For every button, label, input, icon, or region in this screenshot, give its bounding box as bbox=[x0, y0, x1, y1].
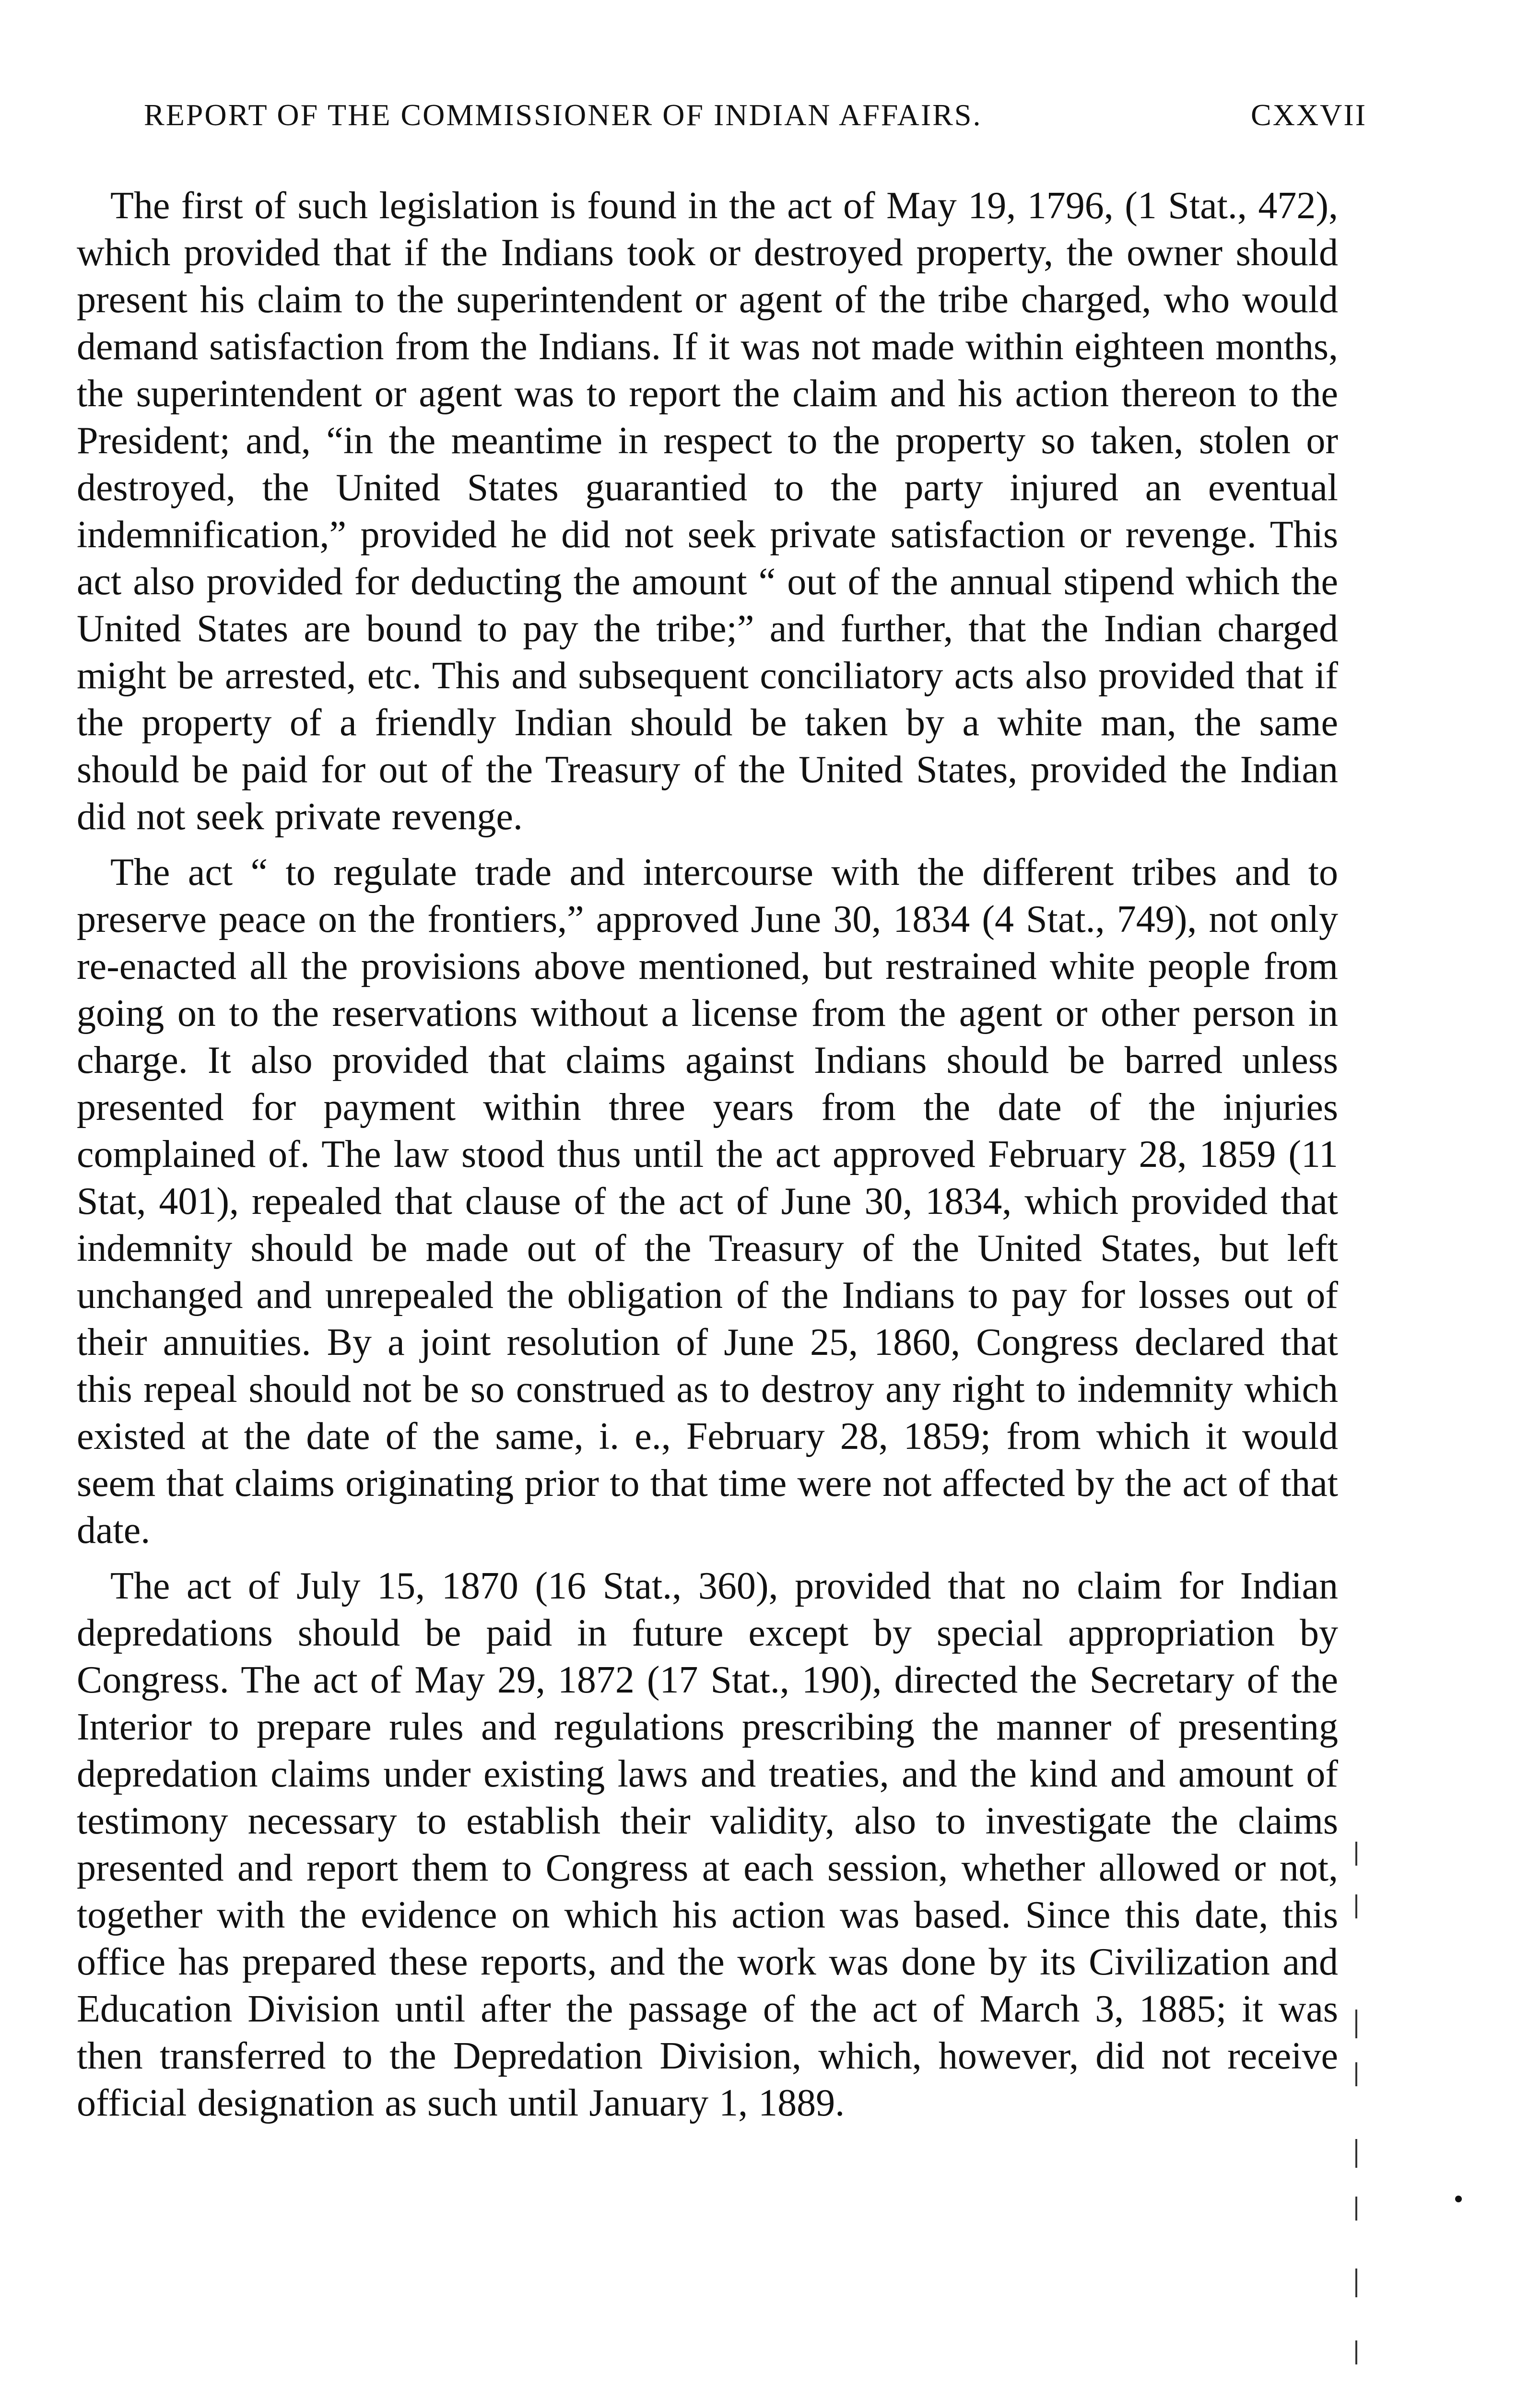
header-title: REPORT OF THE COMMISSIONER OF INDIAN AFFAIRS. bbox=[144, 98, 982, 132]
margin-mark-8 bbox=[1355, 2340, 1357, 2364]
margin-mark-7 bbox=[1355, 2269, 1357, 2297]
margin-mark-5 bbox=[1355, 2139, 1357, 2168]
body-text bbox=[77, 182, 1338, 2135]
paragraph-1: The first of such legislation is found in the act of May 19, 1796, (1 Stat., 472), which provided that if the Indians took or destroyed property, the owner should present his claim to the superintendent or agent of the tribe charged, who would demand satisfaction from the Indians. If it was not made within eighteen months, the superintendent or agent was to report the claim and his action thereon to the President; and, “in the meantime in respect to the property so taken, stolen or destroyed, the United States guarantied to the party injured an eventual indemnification,” provided he did not seek private satisfaction or revenge. This act also provided for deducting the amount “ out of the annual stipend which the United States are bound to pay the tribe;” and further, that the Indian charged might be arrested, etc. This and subsequent conciliatory acts also provided that if the property of a friendly Indian should be taken by a white man, the same should be paid for out of the Treasury of the United States, provided the Indian did not seek private revenge. bbox=[77, 185, 1338, 838]
running-header bbox=[144, 98, 1367, 151]
margin-dot bbox=[1455, 2196, 1462, 2202]
paragraph-3: The act of July 15, 1870 (16 Stat., 360), provided that no claim for Indian depredations should be paid in future except by special appropriation by Congress. The act of May 29, 1872 (17 Stat., 190), directed the Secretary of the Interior to prepare rules and regulations prescribing the manner of presenting depredation claims under existing laws and treaties, and the kind and amount of testimony necessary to establish their validity, also to investigate the claims presented and report them to Congress at each session, whether allowed or not, together with the evidence on which his action was based. Since this date, this office has prepared these reports, and the work was done by its Civilization and Education Division until after the passage of the act of March 3, 1885; it was then transferred to the Depredation Division, which, however, did not receive official designation as such until January 1, 1889. bbox=[77, 1565, 1338, 2124]
margin-mark-3 bbox=[1355, 2010, 1357, 2038]
margin-mark-4 bbox=[1355, 2062, 1357, 2086]
margin-mark-6 bbox=[1355, 2197, 1357, 2221]
page-number: CXXVII bbox=[1251, 98, 1367, 132]
margin-mark-1 bbox=[1355, 1842, 1357, 1866]
paragraph-2: The act “ to regulate trade and intercourse with the different tribes and to preserve peace on the frontiers,” approved June 30, 1834 (4 Stat., 749), not only re-enacted all the provisions above mentioned, but restrained white people from going on to the reservations without a license from the agent or other person in charge. It also provided that claims against Indians should be barred unless presented for payment within three years from the date of the injuries complained of. The law stood thus until the act approved February 28, 1859 (11 Stat, 401), repealed that clause of the act of June 30, 1834, which provided that indemnity should be made out of the Treasury of the United States, but left unchanged and unrepealed the obligation of the Indians to pay for losses out of their annuities. By a joint resolution of June 25, 1860, Congress declared that this repeal should not be so construed as to destroy any right to indemnity which existed at the date of the same, i. e., February 28, 1859; from which it would seem that claims originating prior to that time were not affected by the act of that date. bbox=[77, 851, 1338, 1552]
margin-mark-2 bbox=[1355, 1894, 1357, 1918]
